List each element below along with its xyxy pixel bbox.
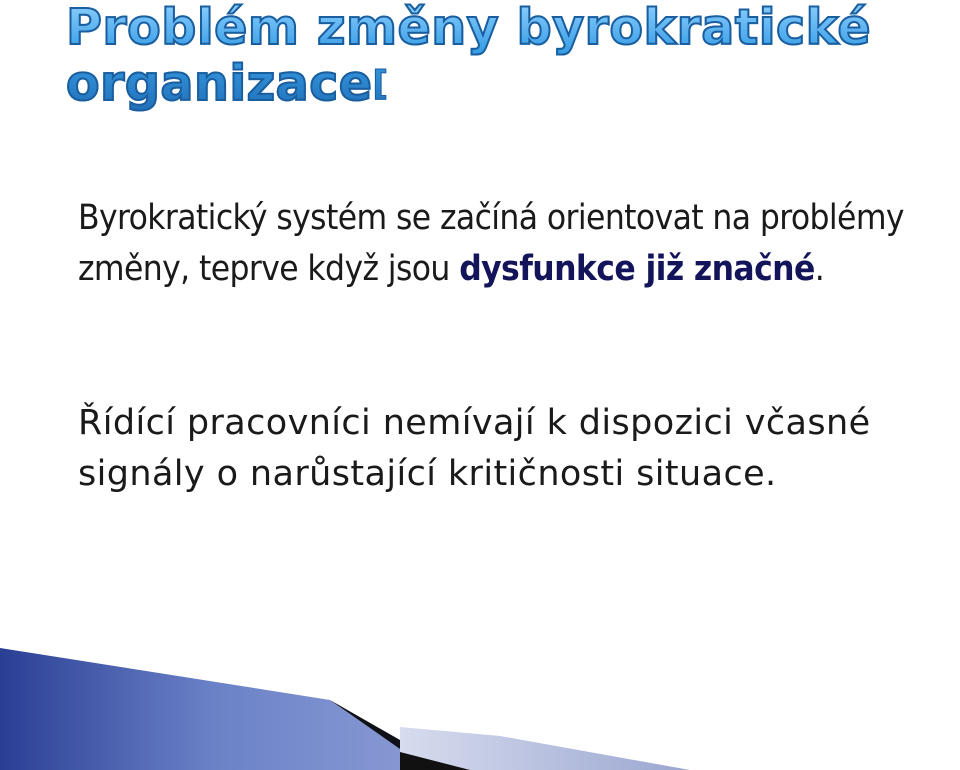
slide-title-text: Problém změny byrokratické organizace	[66, 0, 872, 112]
paragraph1-period: .	[814, 249, 825, 289]
decor-blue-wedge	[0, 648, 430, 770]
paragraph1-emphasis: dysfunkce již značné	[459, 249, 815, 289]
paragraph-managers-signals: Řídící pracovníci nemívají k dispozici včasné signály o narůstající kritičnosti situace.	[78, 403, 871, 494]
paragraph1-text: Byrokratický systém se začíná orientovat na problémy změny, teprve když jsou	[78, 198, 904, 289]
title-bracket: [	[372, 64, 389, 104]
